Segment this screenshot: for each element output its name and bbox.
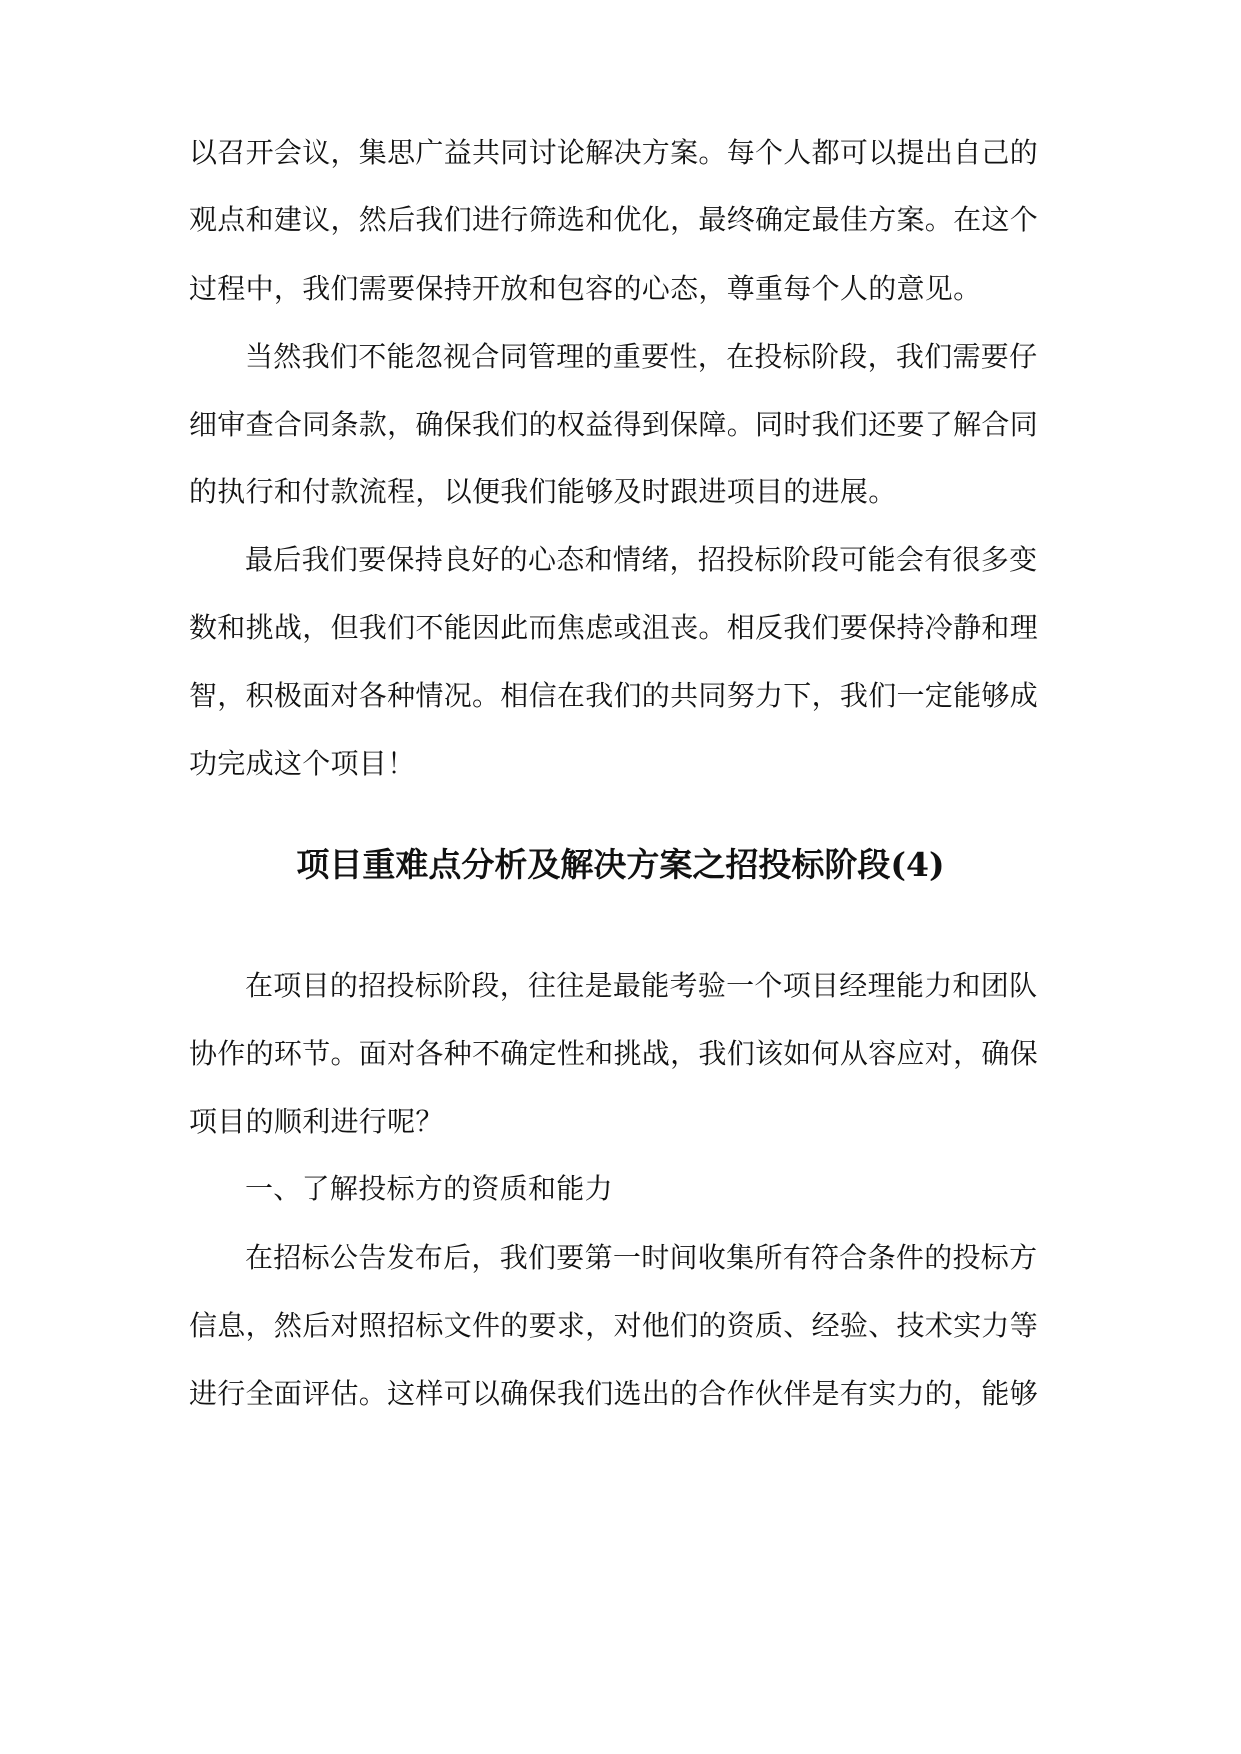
section-title: 项目重难点分析及解决方案之招投标阶段(4) [296,845,945,884]
paragraph-line: 信息，然后对照招标文件的要求，对他们的资质、经验、技术实力等 [189,1309,1039,1342]
paragraph-line: 进行全面评估。这样可以确保我们选出的合作伙伴是有实力的，能够 [189,1377,1039,1410]
subsection-heading: 一、了解投标方的资质和能力 [245,1172,613,1205]
paragraph-line: 协作的环节。面对各种不确定性和挑战，我们该如何从容应对，确保 [189,1037,1039,1070]
paragraph-line: 以召开会议，集思广益共同讨论解决方案。每个人都可以提出自己的 [189,136,1039,169]
paragraph-line: 数和挑战，但我们不能因此而焦虑或沮丧。相反我们要保持冷静和理 [189,611,1039,644]
paragraph-line: 观点和建议，然后我们进行筛选和优化，最终确定最佳方案。在这个 [189,203,1039,236]
paragraph-first-line: 当然我们不能忽视合同管理的重要性，在投标阶段，我们需要仔 [245,340,1038,373]
paragraph-line: 智，积极面对各种情况。相信在我们的共同努力下，我们一定能够成 [189,679,1039,712]
paragraph-line: 的执行和付款流程，以便我们能够及时跟进项目的进展。 [189,475,897,508]
paragraph-line: 功完成这个项目！ [189,747,416,780]
paragraph-first-line: 在招标公告发布后，我们要第一时间收集所有符合条件的投标方 [245,1241,1038,1274]
paragraph-line: 过程中，我们需要保持开放和包容的心态，尊重每个人的意见。 [189,272,982,305]
paragraph-first-line: 在项目的招投标阶段，往往是最能考验一个项目经理能力和团队 [245,969,1038,1002]
paragraph-line: 项目的顺利进行呢？ [189,1105,444,1138]
paragraph-line: 细审查合同条款，确保我们的权益得到保障。同时我们还要了解合同 [189,408,1039,441]
paragraph-first-line: 最后我们要保持良好的心态和情绪，招投标阶段可能会有很多变 [245,543,1038,576]
